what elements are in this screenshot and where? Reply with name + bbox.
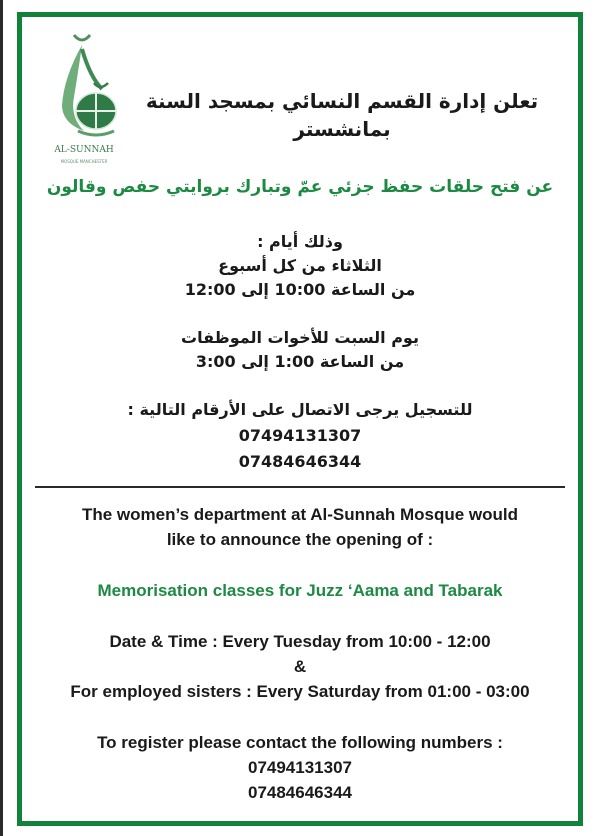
english-subtitle: Memorisation classes for Juzz ‘Aama and Tabarak <box>97 581 503 600</box>
mosque-dome-crescent-icon <box>44 27 124 145</box>
section-divider <box>35 486 565 488</box>
english-register: To register please contact the following numbers : <box>97 733 503 752</box>
mosque-logo <box>44 27 124 177</box>
arabic-subtitle: عن فتح حلقات حفظ جزئي عمّ وتبارك بروايتي حفص وقالون <box>46 177 554 197</box>
english-phone-1[interactable]: 07494131307 <box>247 758 352 777</box>
arabic-days-label: وذلك أيام : <box>257 232 343 251</box>
arabic-phone-1[interactable]: 07494131307 <box>238 426 362 445</box>
arabic-saturday-time: من الساعة 1:00 إلى 3:00 <box>195 352 405 371</box>
logo-name: AL-SUNNAH <box>54 145 114 155</box>
arabic-title <box>122 87 562 143</box>
arabic-title-line2: بمانشستر <box>293 117 391 141</box>
logo-subtitle: MOSQUE MANCHESTER <box>60 159 108 164</box>
flyer-frame <box>17 12 583 826</box>
english-intro-line2: like to announce the opening of : <box>166 530 434 549</box>
arabic-phone-2[interactable]: 07484646344 <box>238 452 362 471</box>
english-schedule-saturday: For employed sisters : Every Saturday from 01:00 - 03:00 <box>70 682 530 701</box>
arabic-tuesday: الثلاثاء من كل أسبوع <box>218 256 382 275</box>
arabic-tuesday-time: من الساعة 10:00 إلى 12:00 <box>184 280 416 299</box>
english-schedule-tuesday: Date & Time : Every Tuesday from 10:00 - 12:00 <box>109 632 491 651</box>
arabic-saturday: يوم السبت للأخوات الموظفات <box>181 328 419 347</box>
english-ampersand: & <box>293 657 307 676</box>
english-phone-2[interactable]: 07484646344 <box>247 783 352 802</box>
arabic-title-line1: تعلن إدارة القسم النسائي بمسجد السنة <box>145 89 539 113</box>
arabic-register: للتسجيل يرجى الاتصال على الأرقام التالية : <box>127 400 473 419</box>
left-edge-strip <box>0 0 3 836</box>
english-intro-line1: The women’s department at Al-Sunnah Mosque would <box>81 505 519 524</box>
